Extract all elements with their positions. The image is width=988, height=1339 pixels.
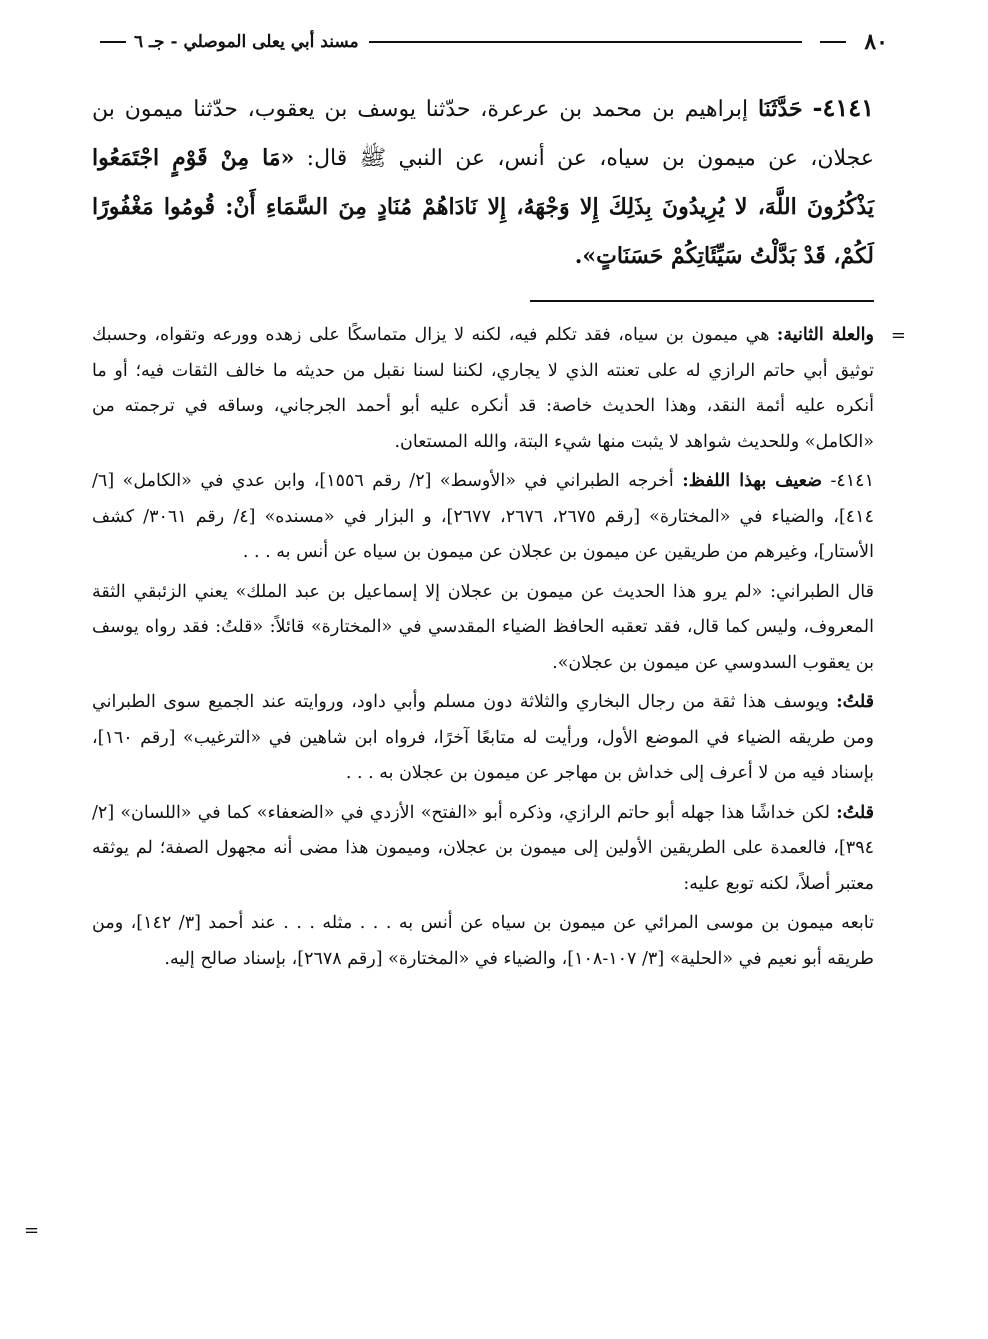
footnote-paragraph <box>92 318 874 460</box>
footnote-text: أخرجه الطبراني في «الأوسط» [٢/ رقم ١٥٥٦]، وابن عدي في «الكامل» [٦/ ٤١٤]، والضياء في «المختارة» [رقم ٢٦٧٥، ٢٦٧٦، ٢٦٧٧]، و البزار في «مسنده» [٤/ رقم ٣٠٦١/ كشف الأستار]، وغيرهم من طريقين عن ميمون بن عجلان عن ميمون بن سياه عن أنس به . . . <box>92 471 874 562</box>
matn: «مَا مِنْ قَوْمٍ اجْتَمَعُوا يَذْكُرُونَ اللَّهَ، لا يُرِيدُونَ بِذَلِكَ إِلا وَجْهَهُ، إِلا نَادَاهُمْ مُنَادٍ مِنَ السَّمَاءِ أَنْ: قُومُوا مَغْفُورًا لَكُمْ، قَدْ بَدَّلْتُ سَيِّئَاتِكُمْ حَسَنَاتٍ». <box>92 145 874 269</box>
footnote-heading: والعلة الثانية: <box>776 325 874 345</box>
footnote-separator <box>530 300 874 302</box>
hadith-text <box>92 84 874 281</box>
footnote-text: قال الطبراني: «لم يرو هذا الحديث عن ميمون بن عجلان إلا إسماعيل بن عبد الملك» يعني الزئبقي الثقة المعروف، وليس كما قال، فقد تعقبه الحافظ الضياء المقدسي في «المختارة» قائلاً: «قلتُ: فقد رواه يوسف بن يعقوب السدوسي عن ميمون بن عجلان». <box>92 581 874 673</box>
footnotes <box>92 318 906 981</box>
end-continuation-mark: = <box>24 1220 40 1241</box>
page-number: ٨٠ <box>864 29 888 55</box>
footnote-paragraph <box>92 464 874 571</box>
footnote-number: ٤١٤١- <box>830 471 874 491</box>
footnote-heading: قلتُ: <box>836 692 874 712</box>
hadith-number: ٤١٤١- <box>812 93 874 122</box>
footnote-heading: ضعيف بهذا اللفظ: <box>682 471 822 491</box>
narration-word: حَدَّثَنَا <box>758 96 803 122</box>
footnote-paragraph <box>92 685 874 792</box>
footnote-paragraph <box>92 796 874 903</box>
footnote-text: ويوسف هذا ثقة من رجال البخاري والثلاثة دون مسلم وأبي داود، وروايته عند الجميع سوى الطبراني ومن طريقه الضياء في الموضع الأول، ورأيت له متابعًا آخرًا، فرواه ابن شاهين في «الترغيب» [رقم ١٦٠]، بإسناد فيه من لا أعرف إلى خداش بن مهاجر عن ميمون بن عجلان به . . . <box>92 692 874 783</box>
footnote-paragraph <box>92 906 874 977</box>
footnote-text: لكن خداشًا هذا جهله أبو حاتم الرازي، وذكره أبو «الفتح» الأزدي في «الضعفاء» كما في «اللسان» [٢/ ٣٩٤]، فالعمدة على الطريقين الأولين إلى ميمون بن عجلان، وميمون هذا مضى أنه مجهول الصفة؛ لم يوثقه معتبر أصلاً، لكنه توبع عليه: <box>92 802 874 894</box>
header-rule <box>369 41 803 43</box>
header-dash-end <box>100 41 126 43</box>
footnote-heading: قلتُ: <box>836 802 874 823</box>
footnote-paragraph <box>92 575 874 682</box>
running-header <box>92 28 888 56</box>
header-dash <box>820 41 846 43</box>
footnote-text: تابعه ميمون بن موسى المرائي عن ميمون بن سياه عن أنس به . . . مثله . . . عند أحمد [٣/ ١٤٢]، ومن طريقه أبو نعيم في «الحلية» [٣/ ١٠٧-١٠٨]، والضياء في «المختارة» [رقم ٢٦٧٨]، بإسناد صالح إليه. <box>92 913 874 969</box>
continuation-mark: = <box>890 325 906 346</box>
isnad: إبراهيم بن محمد بن عرعرة، حدّثنا يوسف بن يعقوب، حدّثنا ميمون بن عجلان، عن ميمون بن سياه، عن أنس، عن النبي ﷺ قال: <box>92 97 874 171</box>
footnote-text: هي ميمون بن سياه، فقد تكلم فيه، لكنه لا يزال متماسكًا على زهده وورعه وتقواه، وحسبك توثيق أبي حاتم الرازي له على تعنته الذي لا يجاري، لكننا لسنا نقبل من حديثه ما خالف الثقات فيه؛ أو ما أنكره عليه أئمة النقد، وهذا الحديث خاصة: قد أنكره عليه أبو أحمد الجرجاني، وساقه في ترجمته من «الكامل» وللحديث شواهد لا يثبت منها شيء البتة، والله المستعان. <box>92 325 874 452</box>
running-title: مسند أبي يعلى الموصلي - جـ ٦ <box>134 32 359 52</box>
